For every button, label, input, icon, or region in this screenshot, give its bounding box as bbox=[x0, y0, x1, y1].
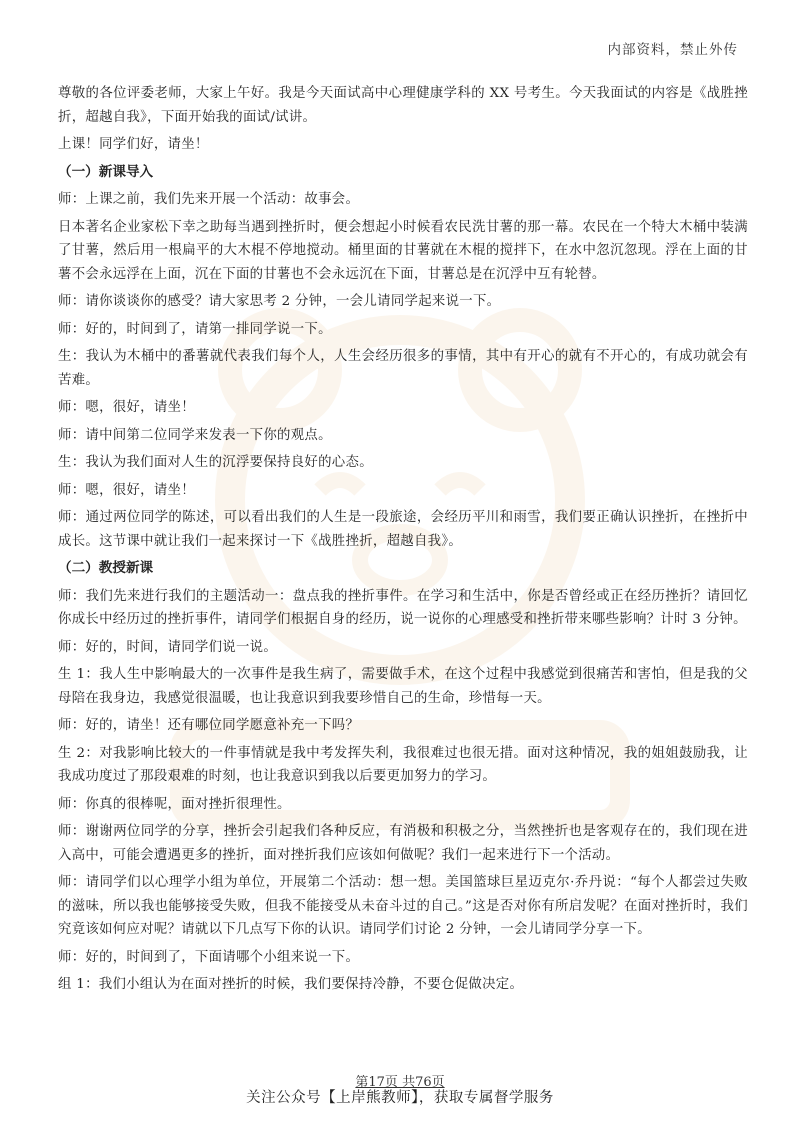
paragraph: 组 1：我们小组认为在面对挫折的时候，我们要保持冷静，不要仓促做决定。 bbox=[58, 977, 524, 992]
paragraph: 生：我认为我们面对人生的沉浮要保持良好的心态。 bbox=[58, 455, 373, 470]
paragraph: 师：通过两位同学的陈述，可以看出我们的人生是一段旅途，会经历平川和雨雪，我们要正确认识挫折，在挫折中成长。这节课中就让我们一起来探讨一下《战胜挫折，超越自我》。 bbox=[58, 510, 748, 549]
paragraph: 师：好的，时间到了，请第一排同学说一下。 bbox=[58, 321, 332, 337]
paragraph: 师：请中间第二位同学来发表一下你的观点。 bbox=[58, 427, 332, 443]
paragraph: 师：请同学们以心理学小组为单位，开展第二个活动：想一想。美国篮球巨星迈克尔·乔丹说：“每个人都尝过失败的滋味，所以我也能够接受失败，但我不能接受从未奋斗过的自己。”这是否对你有所启发呢？在面对挫折时，我们究竟该如何应对呢？请就以下几点写下你的认识。请同学们讨论 2 分钟，一会儿请同学分享一下。 bbox=[58, 875, 748, 937]
paragraph: 上课！同学们好，请坐！ bbox=[58, 137, 209, 152]
paragraph: 师：好的，时间到了，下面请哪个小组来说一下。 bbox=[58, 949, 360, 965]
paragraph: 师：我们先来进行我们的主题活动一：盘点我的挫折事件。在学习和生活中，你是否曾经或正在经历挫折？请回忆你成长中经历过的挫折事件，请同学们根据自身的经历，说一说你的心理感受和挫折带来哪些影响？计时 3 分钟。 bbox=[58, 588, 748, 627]
paragraph: 师：上课之前，我们先来开展一个活动：故事会。 bbox=[58, 192, 360, 207]
paragraph: 师：好的，请坐！还有哪位同学愿意补充一下吗？ bbox=[58, 718, 360, 733]
paragraph: 生 1：我人生中影响最大的一次事件是我生病了，需要做手术，在这个过程中我感觉到很痛苦和害怕，但是我的父母陪在我身边，我感觉很温暖，也让我意识到我要珍惜自己的生命，珍惜每一天。 bbox=[58, 667, 748, 706]
footer-promo: 关注公众号【上岸熊教师】，获取专属督学服务 bbox=[246, 1090, 554, 1106]
section-heading: （二）教授新课 bbox=[58, 560, 154, 576]
paragraph: 师：你真的很棒呢，面对挫折很理性。 bbox=[58, 796, 291, 812]
paragraph: 尊敬的各位评委老师，大家上午好。我是今天面试高中心理健康学科的 XX 号考生。今天我面试的内容是《战胜挫折，超越自我》，下面开始我的面试/试讲。 bbox=[58, 86, 748, 125]
paragraph: 师：谢谢两位同学的分享，挫折会引起我们各种反应，有消极和积极之分，当然挫折也是客观存在的，我们现在进入高中，可能会遭遇更多的挫折，面对挫折我们应该如何做呢？我们一起来进行下一个活动。 bbox=[58, 824, 748, 863]
paragraph: 师：嗯，很好，请坐！ bbox=[58, 400, 195, 415]
confidential-note: 内部资料，禁止外传 bbox=[607, 42, 738, 58]
page-number: 第17页 共76页 bbox=[355, 1075, 445, 1090]
paragraph: 师：好的，时间，请同学们说一说。 bbox=[58, 639, 278, 655]
paragraph: 日本著名企业家松下幸之助每当遇到挫折时，便会想起小时候看农民洗甘薯的那一幕。农民在一个特大木桶中装满了甘薯，然后用一根扁平的大木棍不停地搅动。桶里面的甘薯就在木棍的搅拌下，在水中忽沉忽现。浮在上面的甘薯不会永远浮在上面，沉在下面的甘薯也不会永远沉在下面，甘薯总是在沉浮中互有轮替。 bbox=[58, 219, 748, 282]
paragraph: 师：请你谈谈你的感受？请大家思考 2 分钟，一会儿请同学起来说一下。 bbox=[58, 294, 501, 309]
paragraph: 师：嗯，很好，请坐！ bbox=[58, 482, 195, 498]
document-body bbox=[58, 82, 748, 1001]
paragraph: 生 2：对我影响比较大的一件事情就是我中考发挥失利，我很难过也很无措。面对这种情况，我的姐姐鼓励我，让我成功度过了那段艰难的时刻，也让我意识到我以后要更加努力的学习。 bbox=[58, 745, 748, 784]
paragraph: 生：我认为木桶中的番薯就代表我们每个人，人生会经历很多的事情，其中有开心的就有不开心的，有成功就会有苦难。 bbox=[58, 349, 748, 388]
section-heading: （一）新课导入 bbox=[58, 163, 154, 180]
